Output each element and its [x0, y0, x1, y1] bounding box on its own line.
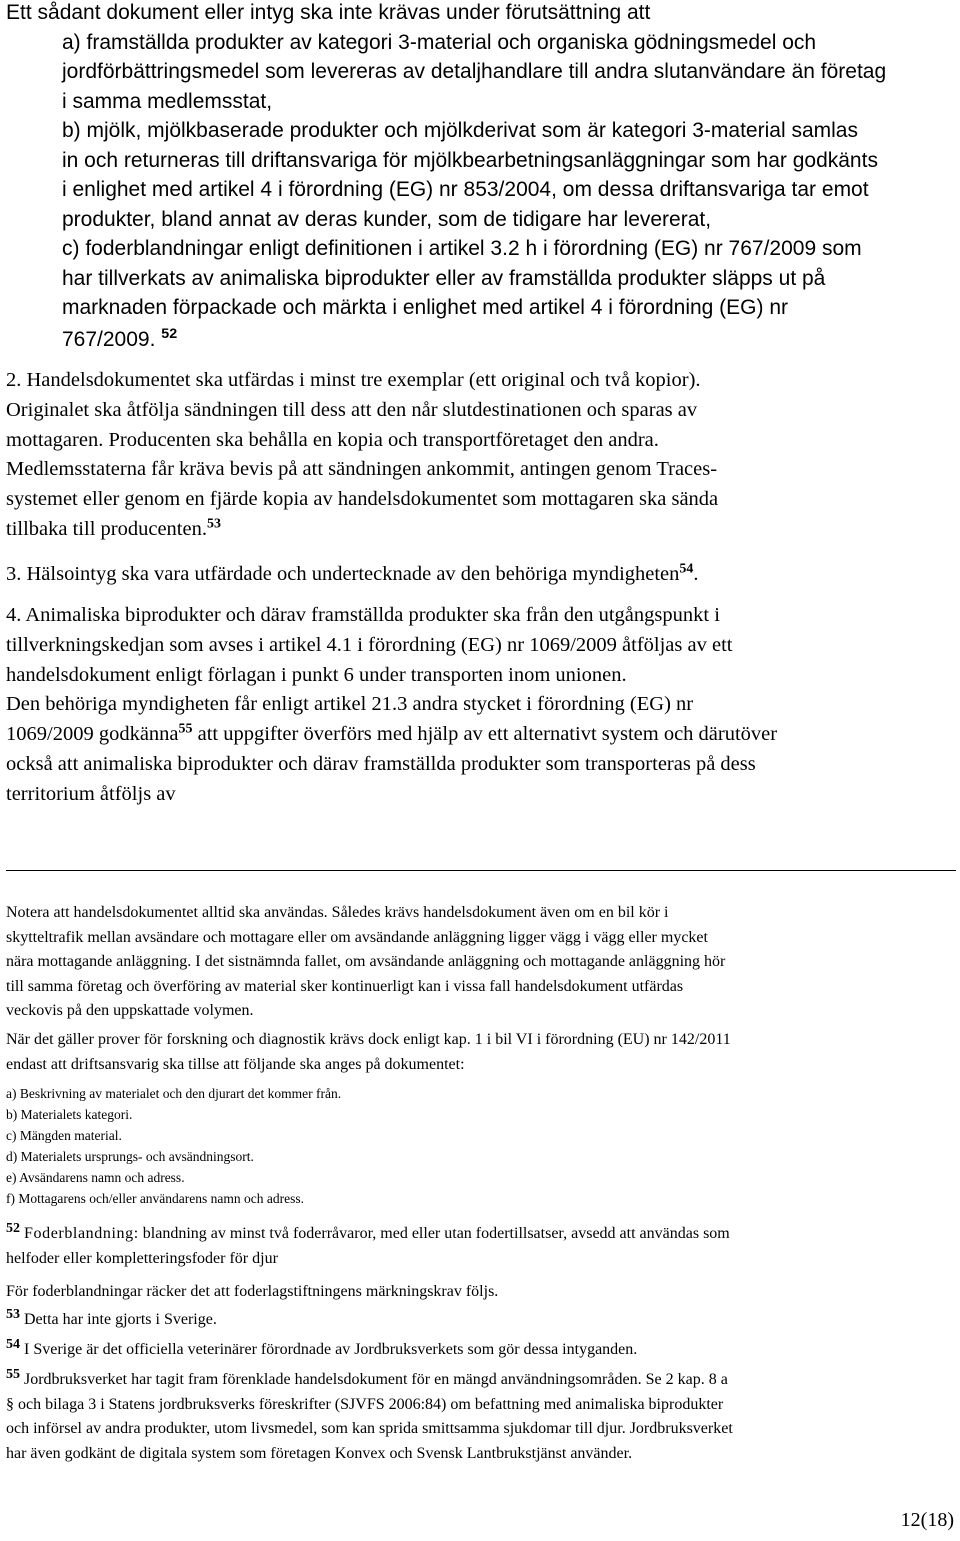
footnote-52 — [6, 1222, 730, 1271]
text-fragment: I Sverige är det officiella veterinärer förordnade av Jordbruksverkets som gör dessa intyganden. — [24, 1341, 638, 1358]
text-line: i samma medlemsstat, — [62, 89, 273, 113]
text-line: Den behöriga myndigheten får enligt artikel 21.3 andra stycket i förordning (EG) nr — [6, 693, 694, 716]
list-item: f) Mottagarens och/eller användarens namn och adress. — [6, 1190, 305, 1206]
page-number: 12(18) — [900, 1509, 954, 1531]
list-item: b) Materialets kategori. — [6, 1106, 133, 1122]
text-line: 4. Animaliska biprodukter och därav framställda produkter ska från den utgångspunkt i — [6, 604, 720, 626]
conditions-section — [6, 0, 886, 354]
text-line — [6, 325, 886, 355]
text-line — [6, 1222, 730, 1247]
footnote-52-extra — [6, 1280, 498, 1305]
text-fragment: . — [693, 563, 699, 585]
text-line: Originalet ska åtfölja sändningen till dess att den når slutdestinationen och sparas av — [6, 398, 698, 421]
list-item: c) Mängden material. — [6, 1127, 122, 1143]
text-line — [6, 720, 777, 750]
footnote-number: 54 — [6, 1336, 20, 1352]
text-line: handelsdokument enligt förlagan i punkt 6 under transporten inom unionen. — [6, 663, 627, 686]
footnote-ref[interactable]: 55 — [178, 721, 193, 737]
text-line: mottagaren. Producenten ska behålla en kopia och transportföretaget den andra. — [6, 428, 659, 451]
footnote-ref[interactable]: 54 — [679, 561, 694, 577]
text-line: helfoder eller kompletteringsfoder för djur — [6, 1249, 278, 1267]
text-line: veckovis på den uppskattade volymen. — [6, 1002, 254, 1019]
footnote-note — [6, 901, 725, 1024]
text-line: Notera att handelsdokumentet alltid ska användas. Således krävs handelsdokument även om en bil kör i — [6, 904, 669, 921]
text-line: i enlighet med artikel 4 i förordning (EG) nr 853/2004, om dessa driftansvariga tar emot — [62, 178, 869, 201]
text-line: För foderblandningar räcker det att foderlagstiftningens märkningskrav följs. — [6, 1283, 499, 1300]
text-line — [6, 1308, 217, 1333]
footnote-53 — [6, 1308, 217, 1333]
text-line — [6, 560, 698, 590]
text-line: och införsel av andra produkter, utom livsmedel, som kan sprida smittsamma sjukdomar till djur. Jordbruksverket — [6, 1420, 733, 1437]
footnote-55 — [6, 1368, 733, 1466]
text-fragment: 1069/2009 godkänna — [6, 723, 179, 746]
text-fragment: 767/2009. — [62, 327, 156, 351]
text-line — [6, 1338, 637, 1363]
text-line: har även godkänt de digitala system som företagen Konvex och Svensk Lantbrukstjänst använder. — [6, 1444, 633, 1462]
text-fragment: Jordbruksverket har tagit fram förenklade handelsdokument för en mängd användningsområden. Se 2 kap. 8 a — [24, 1371, 728, 1388]
list-item: d) Materialets ursprungs- och avsändningsort. — [6, 1148, 254, 1164]
text-line: territorium åtföljs av — [6, 782, 176, 805]
footnote-ref[interactable]: 53 — [206, 516, 221, 532]
text-fragment: att uppgifter överförs med hjälp av ett alternativt system och därutöver — [192, 723, 778, 746]
text-line: jordförbättringsmedel som levereras av detaljhandlare till andra slutanvändare än företag — [62, 60, 887, 83]
text-fragment: blandning av minst två foderråvaror, med eller utan fodertillsatser, avsedd att användas som — [138, 1225, 730, 1242]
text-line: in och returneras till driftansvariga för mjölkbearbetningsanläggningar som har godkänts — [62, 148, 878, 172]
footnote-ref[interactable]: 52 — [161, 325, 178, 342]
text-line: § och bilaga 3 i Statens jordbruksverks föreskrifter (SJVFS 2006:84) om befattning med animaliska biprodukter — [6, 1395, 724, 1413]
intro-line: Ett sådant dokument eller intyg ska inte krävas under förutsättning att — [6, 1, 651, 24]
list-item: e) Avsändarens namn och adress. — [6, 1169, 185, 1185]
text-line — [6, 515, 718, 545]
text-line: har tillverkats av animaliska biprodukter eller av framställda produkter släpps ut på — [62, 266, 826, 290]
samples-list — [6, 1084, 341, 1209]
footnote-term: Foderblandning: — [24, 1225, 139, 1242]
footnote-separator — [6, 870, 956, 871]
footnote-54 — [6, 1338, 637, 1363]
point-3 — [6, 560, 698, 590]
text-line: När det gäller prover för forskning och diagnostik krävs dock enligt kap. 1 i bil VI i förordning (EU) nr 142/2011 — [6, 1031, 731, 1048]
footnote-samples — [6, 1028, 731, 1077]
text-line: b) mjölk, mjölkbaserade produkter och mjölkderivat som är kategori 3-material samlas — [62, 119, 858, 142]
text-line: till samma företag och överföring av material sker kontinuerligt kan i vissa fall handelsdokument utfärdas — [6, 977, 684, 995]
text-line: systemet eller genom en fjärde kopia av handelsdokumentet som mottagaren ska sända — [6, 488, 719, 511]
text-line: också att animaliska biprodukter och därav framställda produkter som transporteras på dess — [6, 752, 756, 775]
text-fragment: Detta har inte gjorts i Sverige. — [24, 1311, 217, 1328]
point-2 — [6, 366, 718, 545]
footnote-number: 53 — [6, 1306, 20, 1322]
point-4 — [6, 601, 777, 810]
footnote-number: 55 — [6, 1366, 20, 1382]
text-line: tillverkningskedjan som avses i artikel 4.1 i förordning (EG) nr 1069/2009 åtföljas av ett — [6, 633, 733, 656]
text-line: produkter, bland annat av deras kunder, som de tidigare har levererat, — [62, 207, 712, 231]
text-line: 2. Handelsdokumentet ska utfärdas i minst tre exemplar (ett original och två kopior). — [6, 369, 701, 391]
list-item: a) Beskrivning av materialet och den djurart det kommer från. — [6, 1086, 342, 1101]
text-line: marknaden förpackade och märkta i enlighet med artikel 4 i förordning (EG) nr — [62, 296, 789, 319]
text-line: Medlemsstaterna får kräva bevis på att sändningen ankommit, antingen genom Traces- — [6, 458, 718, 481]
footnote-number: 52 — [6, 1220, 20, 1236]
text-line: c) foderblandningar enligt definitionen i artikel 3.2 h i förordning (EG) nr 767/2009 som — [62, 237, 862, 260]
text-line: a) framställda produkter av kategori 3-material och organiska gödningsmedel och — [62, 30, 817, 54]
text-line — [6, 1368, 733, 1393]
text-fragment: tillbaka till producenten. — [6, 517, 207, 540]
text-line: nära mottagande anläggning. I det sistnämnda fallet, om avsändande anläggning och mottagande anläggning hör — [6, 953, 726, 970]
text-fragment: 3. Hälsointyg ska vara utfärdade och undertecknade av den behöriga myndigheten — [6, 563, 680, 585]
text-line: endast att driftsansvarig ska tillse att följande ska anges på dokumentet: — [6, 1055, 465, 1073]
text-line: skytteltrafik mellan avsändare och mottagare eller om avsändande anläggning ligger vägg i vägg eller mycket — [6, 928, 708, 946]
